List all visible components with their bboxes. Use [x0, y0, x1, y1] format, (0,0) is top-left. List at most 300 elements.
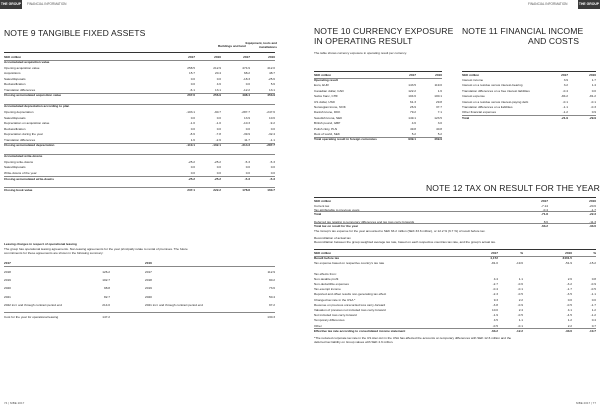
recon-row-value: -3.8 [492, 302, 498, 307]
recon-row-label: Not included loss carry-forward [314, 313, 357, 318]
recon-row-label: Other [314, 323, 322, 328]
note9-row-value: 11.7 [244, 137, 250, 142]
lease-amount: 90.2 [268, 278, 275, 283]
recon-row-value: -15.2 [588, 261, 596, 266]
note9-row-label: Closing accumulated write-downs [4, 176, 55, 181]
note9-row-value: 178.8 [242, 187, 250, 192]
recon-row-value: -4.5 [566, 313, 572, 318]
note9-row-value: 256.9 [213, 93, 221, 98]
recon-row-value: 0.0 [567, 297, 572, 302]
note9-row-label: Opening acquisition value [4, 65, 40, 70]
note11-row-label: Translation differences on a free interest liabilities [462, 88, 530, 93]
note9-row-value: -110.1 [186, 143, 195, 148]
note9-row-value: -287.7 [241, 109, 250, 114]
note12-row-label: Tax attributable to previous years [314, 207, 360, 212]
note10-row-value: 49.8 [409, 126, 416, 131]
note9-row-label: Translation differences [4, 137, 36, 142]
note12-row-value: 8.6 [543, 219, 548, 224]
note10-row-value: 143.5 [408, 83, 416, 88]
recon-row-label: Tax expense based on respective country's tax rate [314, 261, 385, 266]
note9-row-value: -247.6 [266, 109, 275, 114]
note9-row-value: 4.6 [216, 82, 221, 87]
note10-row-label: British pound, GBP [314, 121, 341, 126]
recon-row-label: Valuation of previous not included loss carry-forward [314, 308, 386, 312]
note10-title: NOTE 10 CURRENCY EXPOSURE [314, 26, 454, 36]
recon-row-value: -0.5 [566, 302, 572, 307]
note9-row-label: Sales/disposals [4, 165, 26, 170]
note11-row-value: -81.2 [588, 94, 596, 99]
note11-row-value: 3.9 [563, 78, 568, 82]
note10-row-label: Swiss franc, CHF [314, 94, 338, 99]
note10-title: IN OPERATING RESULT [314, 36, 413, 46]
recon-row-label: Tax effects from: [314, 271, 337, 276]
note9-year: 2017 [243, 55, 250, 59]
recon-row-value: 2.2 [567, 323, 572, 328]
note10-row-value: 3.0 [437, 121, 442, 126]
note9-row-value: -7.8 [215, 132, 221, 137]
note12-row-value: -20.6 [588, 204, 596, 208]
note11-year: 2016 [589, 73, 596, 77]
lease-period: 2022 incl. and through contract period end [4, 302, 62, 307]
note12-row-value: -63.2 [540, 223, 548, 228]
recon-row-value: 0.7 [591, 323, 596, 328]
note9-row-label: Closing accumulated acquisition value [4, 93, 62, 98]
note10-row-value: 5.2 [411, 132, 416, 136]
recon-row-value: 1.2 [591, 308, 596, 312]
recon-row-value: -0.1 [517, 287, 523, 292]
note9-row-value: 0.0 [190, 76, 195, 81]
recon-row-label: Effective tax rate according to consolidated income statement [314, 328, 406, 333]
note11-row-label: Other financial expenses [462, 110, 497, 115]
lease-rule [4, 312, 275, 313]
note9-header-rule [4, 52, 275, 53]
note9-row-value: -12.2 [242, 87, 250, 92]
note11-row-value: -0.3 [590, 105, 596, 109]
recon-row-label: Revenue on previous unrecorded loss carry-forward [314, 302, 386, 307]
recon-row-value: -0.5 [517, 313, 523, 318]
recon-row-value: -0.1 [517, 323, 523, 328]
note11-row-value: 1.4 [591, 83, 596, 88]
lease-period: 2017 [145, 270, 152, 274]
recon-col: 2017 [491, 251, 498, 255]
note9-row-value: 0.0 [216, 171, 221, 175]
note12-row-value: -0.4 [542, 207, 548, 212]
note9-row-label: Accumulated acquisition value [4, 60, 50, 64]
recon-title: Reconciliation of actual tax [314, 236, 351, 240]
recon-row-value: -51.9 [564, 261, 572, 266]
note9-row-value: 237.1 [187, 187, 195, 192]
recon-row-value: 3401.5 [562, 256, 572, 260]
lease-amount: 214.0 [102, 302, 110, 307]
note9-row-value: -1.0 [215, 121, 221, 126]
note9-row-value: 0.0 [190, 82, 195, 87]
note11-unit: SEK million [462, 73, 480, 77]
note11-row-value: 1.7 [591, 78, 596, 82]
note12-row-label: Total tax on result for the year [314, 223, 359, 228]
lease-period: 2018 [4, 270, 11, 274]
note10-row-label: Canadian dollar, CAD [314, 88, 344, 93]
note12-header-rule [314, 197, 596, 198]
note9-year: 2016 [268, 55, 275, 59]
note11-row-value: -21.9 [560, 115, 568, 120]
note9-row-value: -39.9 [242, 132, 250, 137]
note10-row-value: 119.0 [434, 83, 442, 88]
recon-row-value: -0.5 [492, 323, 498, 328]
recon-row-value: 9.3 [493, 297, 498, 302]
note9-row-value: 5.6 [270, 82, 275, 87]
note9-row-value: 0.0 [190, 115, 195, 120]
right-section-tag: THE GROUP [578, 0, 600, 9]
note9-year: 2017 [188, 55, 195, 59]
lease-amount: 126.2 [102, 270, 110, 274]
note9-row-value: 0.0 [216, 115, 221, 120]
note10-row-value: 29.8 [435, 99, 442, 104]
note10-row-value: 100.1 [434, 94, 442, 99]
recon-row-value: 4.4 [493, 276, 498, 281]
note9-row-value: 0.0 [216, 76, 221, 81]
recon-row-value: 10.0 [491, 308, 498, 312]
note9-col-group1: Buildings and land [218, 44, 246, 48]
recon-text: Reconciliation between the group-weighted average tax rate, based on each respective countries tax rate, and the group's actual tax. [314, 240, 496, 244]
note11-row-value: -1.1 [562, 105, 568, 109]
note9-row-value: 10.6 [268, 115, 275, 120]
note10-row-label: Norwegian krone, NOK [314, 105, 346, 109]
note9-row-value: 0.0 [245, 171, 250, 175]
note9-row-label: Depreciation during the year [4, 132, 43, 137]
note12-row-value: -71.8 [540, 211, 548, 216]
recon-row-value: -33.6 [564, 328, 572, 333]
note9-row-label: Write-downs of the year [4, 171, 37, 175]
note9-row-value: -5.3 [244, 176, 250, 181]
note9-row-value: 160.7 [267, 187, 275, 192]
note9-row-value: 222.2 [213, 187, 221, 192]
note9-row-value: 212.9 [213, 65, 221, 70]
note11-row-value: -0.1 [562, 99, 568, 104]
recon-row-value: -0.4 [492, 287, 498, 292]
note10-row-value: 61.3 [409, 99, 416, 104]
note10-year: 2017 [409, 73, 416, 77]
recon-row-value: 4.1 [567, 308, 572, 312]
note9-row-value: 0.0 [216, 165, 221, 170]
note11-title: AND COSTS [528, 36, 580, 46]
recon-row-value: 4.5 [493, 318, 498, 323]
note9-row-value: 1.6 [190, 137, 195, 142]
note10-row-value: 79.2 [409, 110, 416, 115]
recon-row-value: 1.2 [567, 318, 572, 323]
lease-rule [4, 266, 275, 267]
note9-row-value: -25.2 [187, 176, 195, 181]
lease-amount: 112.9 [267, 270, 275, 274]
note9-row-value: -102.1 [212, 143, 221, 148]
left-page-number: 74 | NIBE 2017 [4, 401, 25, 405]
note10-row-value: 122.2 [408, 88, 416, 93]
note9-row-value: -5.3 [244, 159, 250, 164]
recon-col: 2016 [565, 251, 572, 255]
note9-row-value: -25.2 [213, 176, 221, 181]
lease-amount: 50.4 [268, 294, 275, 299]
recon-row-value: 0.0 [591, 297, 596, 302]
note9-row-label: Translation differences [4, 87, 36, 92]
note11-row-value: 0.9 [591, 110, 596, 115]
note9-row-value: 0.0 [245, 126, 250, 131]
note9-row-label: Acquisitions [4, 71, 21, 76]
recon-row-value: -81.0 [490, 261, 498, 266]
lease-cost-2016: 130.3 [267, 315, 275, 319]
note10-unit: SEK million [314, 73, 332, 77]
note9-row-value: -6.1 [189, 87, 195, 92]
note10-row-value: 5.2 [437, 132, 442, 136]
lease-period: 2020 [4, 286, 11, 291]
note9-row-label: Sales/disposals [4, 76, 26, 81]
note10-row-label: Polish złoty, PLN [314, 126, 338, 131]
note9-row-label: Opening write-downs [4, 159, 34, 164]
note9-year: 2016 [214, 55, 221, 59]
recon-row-label: Reported and offset results non-generating tax effect [314, 292, 387, 297]
note9-row-value: -90.7 [213, 109, 221, 114]
note12-footnote: deferred tax liability on Group values with SEK 2.6 million. [314, 340, 394, 344]
note11-header-rule [462, 71, 596, 72]
recon-row-value: -3.2 [566, 282, 572, 286]
note10-row-label: Swedish krona, SEK [314, 115, 343, 120]
note10-row-label: Rest of world, SEK [314, 132, 340, 136]
recon-row-value: 1.1 [518, 318, 523, 323]
note9-row-label: Reclassification [4, 126, 26, 131]
note9-col-group2: Equipment, tools and installations [245, 41, 277, 49]
recon-row-value: 2.4 [518, 308, 523, 312]
note9-row-value: 412.0 [267, 65, 275, 70]
recon-row-value: -1.7 [590, 302, 596, 307]
note10-row-label: Danish krone, DKK [314, 110, 341, 115]
note10-row-value: 939.1 [408, 137, 416, 142]
recon-col: % [593, 251, 596, 255]
recon-row-label: Result before tax [314, 256, 340, 260]
note10-row-value: 7.1 [437, 110, 442, 115]
note9-row-value: 0.0 [270, 165, 275, 170]
note10-row-value: 104.6 [408, 94, 416, 99]
note9-row-value: 0.0 [216, 126, 221, 131]
note9-row-value: 13.1 [268, 87, 275, 92]
note11-row-value: -0.4 [562, 88, 568, 93]
note10-row-value: 1.6 [437, 88, 442, 93]
note11-row-label: Interest income [462, 78, 484, 82]
note9-row-value: 0.0 [245, 82, 250, 87]
left-header-title: FINANCIAL INFORMATION [27, 2, 67, 6]
recon-row-value: 1.1 [518, 276, 523, 281]
note10-row-value: 37.7 [435, 105, 442, 109]
note10-row-value: 123.5 [434, 115, 442, 120]
lease-period: 2021 [4, 294, 11, 299]
note9-row-value: 453.9 [267, 93, 275, 98]
note9-row-value: -25.6 [267, 76, 275, 81]
note10-row-value: 469.9 [434, 137, 442, 142]
recon-row-value: 4,172 [490, 256, 498, 260]
note9-row-value: -1.0 [189, 121, 195, 126]
note9-row-value: 15.7 [188, 71, 195, 76]
note11-row-value: -84.2 [560, 94, 568, 99]
lease-year: 2017 [4, 261, 11, 265]
recon-row-value: -1.7 [566, 287, 572, 292]
note12-text: The Group's tax expense for the year amounted to SEK 63.2 million (SEK 33.6 million), or 12.2 % (6.7 %) of result before tax. [314, 229, 486, 233]
recon-unit: SEK million [314, 251, 332, 255]
note9-row-value: -287.7 [266, 143, 275, 148]
recon-row-label: Temporary differences [314, 318, 345, 323]
note12-row-value: -22.3 [588, 211, 596, 216]
note9-row-value: 48.7 [268, 71, 275, 76]
note9-row-label: Opening depreciation [4, 109, 34, 114]
lease-amount: 102.7 [102, 278, 110, 283]
note10-row-value: 4.6 [411, 121, 416, 126]
lease-period: 2019 [145, 286, 152, 291]
recon-row-value: -1.9 [492, 313, 498, 318]
recon-row-value: -0.9 [590, 282, 596, 286]
note10-row-label: Total operating result in foreign currencies [314, 137, 377, 142]
recon-row-value: 0.4 [591, 318, 596, 323]
note9-title: NOTE 9 TANGIBLE FIXED ASSETS [4, 28, 146, 38]
lease-amount: 98.8 [103, 286, 110, 291]
note9-row-value: -5.3 [269, 159, 275, 164]
recon-row-value: -3.5 [566, 292, 572, 297]
note9-row-label: Reclassification [4, 82, 26, 87]
lease-cost-label: Cost for the year for operational leasing [4, 315, 59, 319]
note11-row-label: Translation differences on a liabilities [462, 105, 513, 109]
recon-row-value: -10.7 [588, 328, 596, 333]
note10-row-label: US dollar, USD [314, 99, 335, 104]
recon-row-value: -63.2 [490, 328, 498, 333]
note9-row-value: -314.3 [241, 143, 250, 148]
recon-row-value: 0.8 [591, 276, 596, 281]
note9-row-label: Depreciation on acquisition value [4, 121, 50, 126]
note10-year: 2016 [435, 73, 442, 77]
note11-row-label: Interest expense [462, 94, 485, 99]
note10-row-value: 40.8 [435, 126, 442, 131]
page-header [0, 0, 600, 9]
note9-row-value: 474.9 [242, 65, 250, 70]
note9-row-value: 20.4 [214, 71, 221, 76]
note10-row-label: Operating result [314, 78, 338, 82]
note11-row-label: Total [462, 115, 470, 120]
note9-row-value: 498.4 [242, 93, 250, 98]
note9-unit: SEK million [4, 55, 22, 59]
lease-year: 2016 [145, 261, 152, 265]
note9-row-value: -8.6 [189, 132, 195, 137]
note12-row-value: -7.14 [540, 204, 548, 208]
lease-period: 2020 [145, 294, 152, 299]
note9-row-value: -103.1 [186, 109, 195, 114]
lease-period: 2021 incl. and through contract period end [145, 302, 203, 307]
note10-intro: The table shows currency exposure in operating result per currency. [314, 51, 407, 55]
note9-row-value: 0.0 [190, 126, 195, 131]
note11-row-value: 0.0 [591, 88, 596, 93]
note9-row-value: 0.0 [270, 126, 275, 131]
recon-row-label: Non-taxable profit [314, 276, 339, 281]
note9-row-value: 13.1 [214, 87, 221, 92]
note10-row-label: Euro, EUR [314, 83, 329, 88]
note12-row-label: Total [314, 211, 322, 216]
right-header-title: FINANCIAL INFORMATION [528, 2, 568, 6]
note9-row-value: 0.0 [245, 165, 250, 170]
note12-row-value: -33.6 [588, 223, 596, 228]
note9-row-label: Closing book value [4, 187, 33, 192]
lease-amount: 97.2 [268, 302, 275, 307]
note11-row-value: -1.2 [562, 110, 568, 115]
recon-row-label: Changed tax rate in the USA * [314, 297, 356, 302]
note12-row-label: Deferred tax relating to temporary differences and tax loss carry-forwards [314, 219, 415, 224]
lease-cost-2017: 147.2 [102, 315, 110, 319]
note9-row-value: -18.3 [242, 76, 250, 81]
note12-row-value: -1.7 [590, 207, 596, 212]
note9-row-label: Accumulated write-downs [4, 154, 43, 159]
right-page-number: NIBE 2017 | 77 [575, 401, 596, 405]
note12-row-total-rule [314, 211, 596, 212]
note9-row-value: -1.1 [269, 137, 275, 142]
note10-row-value: 26.9 [409, 105, 416, 109]
note11-year: 2017 [561, 73, 568, 77]
recon-row-value: -1.2 [590, 313, 596, 318]
note9-row-label: Closing accumulated depreciation [4, 143, 55, 148]
note9-row-value: -25.2 [187, 159, 195, 164]
lease-amount: 73.6 [268, 286, 275, 291]
recon-row-value: -2.3 [492, 292, 498, 297]
note9-row-value: 13.9 [243, 115, 250, 120]
note9-row-value: -5.3 [269, 176, 275, 181]
note12-row-value: -11.3 [589, 219, 596, 224]
leasing-text: commitments for these agreements are shown in the following summary: [4, 251, 104, 255]
note9-row-value: -9.2 [269, 121, 275, 126]
note12-title: NOTE 12 TAX ON RESULT FOR THE YEAR [426, 183, 600, 193]
note9-row-value: -10.3 [242, 121, 250, 126]
recon-row-value: -12.2 [515, 328, 523, 333]
recon-row-label: Tax-exempt income [314, 287, 341, 292]
note9-row-value: 0.0 [190, 171, 195, 175]
note11-title: NOTE 11 FINANCIAL INCOME [462, 26, 584, 36]
note9-row-label: Accumulated depreciation according to plan [4, 104, 70, 109]
recon-row-value: 2.6 [567, 276, 572, 281]
note9-row-value: -32.4 [267, 132, 275, 137]
note9-row-value: 68.2 [243, 71, 250, 76]
note9-row-value: 258.5 [187, 65, 195, 70]
leasing-title: Leasing charges in respect of operational leasing [4, 242, 77, 246]
note12-footnote: *The reduced corporate tax rate in the US Aten Act in the USA has affected the accounts on temporary differences with SEK 12.6 million and the [314, 336, 512, 340]
recon-row-value: -1.1 [590, 292, 596, 297]
note9-row-value: 0.0 [270, 171, 275, 175]
note11-row-value: -29.9 [588, 115, 596, 120]
note9-row-value: -2.6 [215, 137, 221, 142]
note11-row-value: -0.1 [590, 99, 596, 104]
note9-row-value: 0.0 [190, 165, 195, 170]
note12-row-label: Current tax [314, 204, 330, 208]
note11-row-label: Interest on a residue versus interest-bearing [462, 83, 523, 88]
note12-year: 2017 [541, 199, 548, 203]
recon-header-rule [314, 249, 596, 250]
recon-row-value: -2.7 [492, 282, 498, 286]
recon-row-value: -19.6 [515, 261, 523, 266]
left-section-tag: THE GROUP [0, 0, 22, 9]
recon-row-value: -0.6 [517, 282, 523, 286]
lease-amount: 82.7 [103, 294, 110, 299]
recon-row-value: -0.5 [590, 287, 596, 292]
note9-row-total-rule [4, 154, 275, 155]
note9-row-value: -25.2 [213, 159, 221, 164]
recon-col: % [520, 251, 523, 255]
note9-row-value: 267.6 [187, 93, 195, 98]
recon-row-value: 2.2 [518, 297, 523, 302]
note12-unit: SEK million [314, 199, 332, 203]
note9-row-label: Sales/disposals [4, 115, 26, 120]
note12-year: 2016 [589, 199, 596, 203]
note11-row-label: Interest on a residue versus interest-paying debt [462, 99, 529, 104]
recon-row-value: -0.9 [517, 302, 523, 307]
lease-period: 2018 [145, 278, 152, 283]
